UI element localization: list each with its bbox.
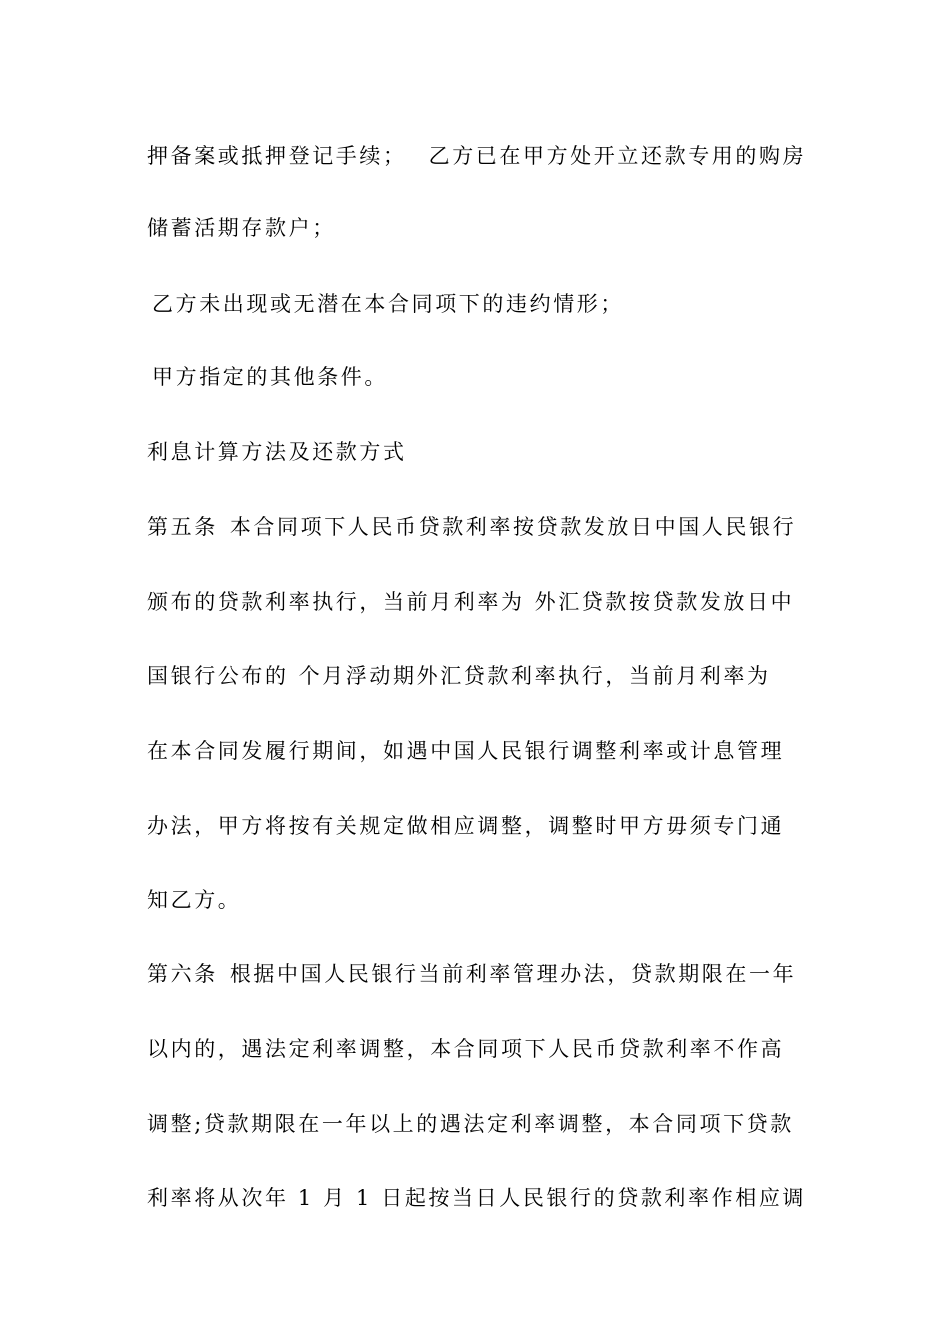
text-segment: 以内的，遇法定利率调整，本合同项下人民币贷款利率不作高 — [147, 1037, 785, 1061]
text-segment: 国银行公布的 — [147, 664, 289, 688]
text-line — [147, 1185, 806, 1211]
text-segment: 根据中国人民银行当前利率管理办法，贷款期限在一年 — [229, 962, 797, 986]
text-segment: 在本合同发履行期间，如遇中国人民银行调整利率或计息管理 — [147, 739, 785, 763]
text-segment: 调整;贷款期限在一年以上的遇法定利率调整，本合同项下贷款 — [147, 1112, 794, 1136]
text-line — [147, 514, 796, 540]
text-line — [147, 143, 806, 169]
article-number: 第六条 — [147, 962, 218, 986]
text-segment: 利息计算方法及还款方式 — [147, 440, 407, 464]
text-segment: 押备案或抵押登记手续； — [147, 144, 407, 168]
text-segment: 外汇贷款按贷款发放日中 — [534, 590, 795, 614]
article-number: 第五条 — [147, 515, 218, 539]
text-segment: 甲方指定的其他条件。 — [152, 365, 388, 389]
text-segment: 颁布的贷款利率执行，当前月利率为 — [147, 590, 525, 614]
text-line — [147, 589, 794, 615]
text-segment: 本合同项下人民币贷款利率按贷款发放日中国人民银行 — [229, 515, 797, 539]
text-line — [152, 364, 388, 390]
text-line — [147, 961, 796, 987]
section-heading — [147, 439, 407, 465]
text-segment: 乙方未出现或无潜在本合同项下的违约情形； — [152, 292, 624, 316]
text-line — [147, 887, 241, 913]
text-segment: 储蓄活期存款户； — [147, 216, 336, 240]
text-segment: 知乙方。 — [147, 888, 242, 912]
text-line — [147, 1111, 794, 1137]
text-segment: 乙方已在甲方处开立还款专用的购房 — [428, 144, 807, 168]
text-segment: 利率将从次年 1 月 1 日起按当日人民银行的贷款利率作相应调 — [147, 1186, 807, 1210]
text-line — [147, 738, 784, 764]
text-segment: 个月浮动期外汇贷款利率执行，当前月利率为 — [298, 664, 771, 688]
text-segment: 办法，甲方将按有关规定做相应调整，调整时甲方毋须专门通 — [147, 814, 785, 838]
text-line — [152, 291, 624, 317]
text-line — [147, 215, 336, 241]
text-line — [147, 813, 784, 839]
text-line — [147, 663, 771, 689]
text-line — [147, 1036, 784, 1062]
